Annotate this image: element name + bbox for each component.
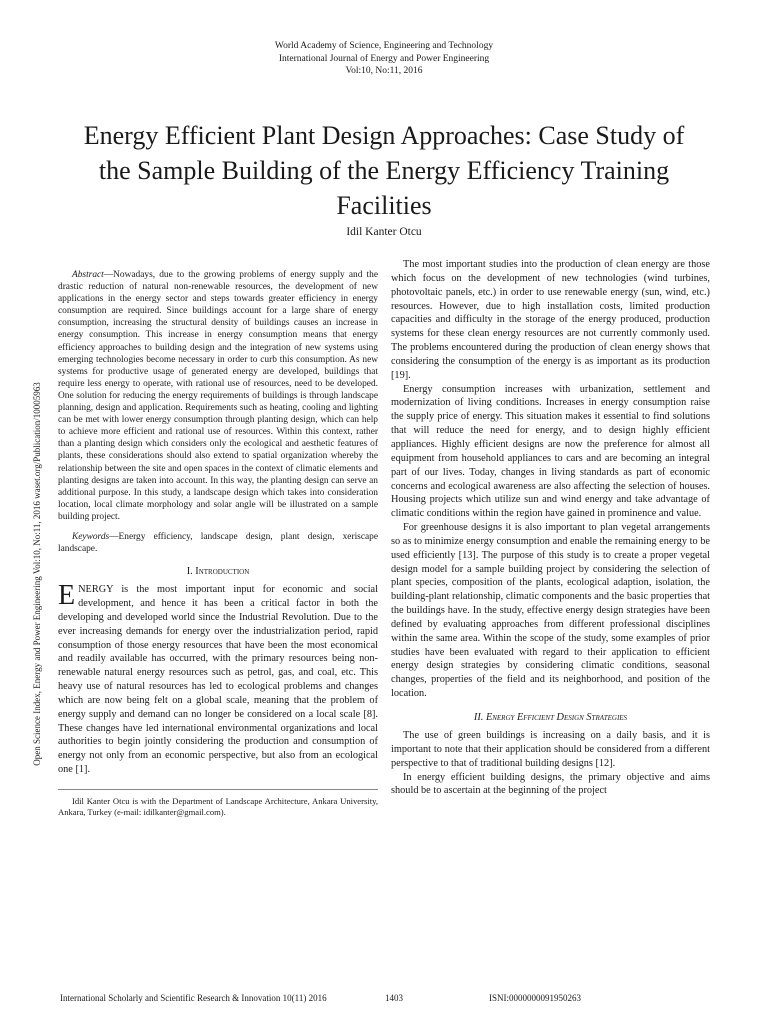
section-2-paragraph-2: In energy efficient building designs, the primary objective and aims should be to ascertain at the beginning of the project [391,771,710,797]
footer-page-number: 1403 [385,993,403,1003]
keywords [58,531,378,555]
section-2-paragraph-1: The use of green buildings is increasing on a daily basis, and it is important to note that their application should be considered from a different perspective to that of traditional building designs [12]. [391,730,710,769]
section-1-title: Introduction [195,566,250,578]
footer-isni: ISNI:0000000091950263 [489,993,581,1003]
journal-header [0,40,768,78]
keywords-label: Keywords [72,531,110,542]
header-line-1: World Academy of Science, Engineering and Technology [274,41,494,51]
abstract-label: Abstract [72,270,104,280]
side-citation-text: Open Science Index, Energy and Power Engineering Vol:10, No:11, 2016 waset.org/Publication/10005963 [32,382,42,766]
intro-text: NERGY is the most important input for economic and social development, and hence it has been a critical factor in both the developing and developed world since the Industrial Revolution. Due to the ever increasing demands for energy over the industrialization period, rapid consumption of those energy resources that have been the most economical and readily available has occurred, with the primary resources being non-renewable natural energy resources such as petrol, gas, and coal, etc. This heavy use of natural resources has led to ecological problems and changes which are now being felt on a global scale, meaning that the problem of energy supply and demand can no longer be considered on a local scale [8]. These changes have led international environmental organizations and local authorities to begin jointly considering the production and consumption of energy not only from an economic perspective, but also from an ecological one [1]. [58,584,378,776]
abstract-dash: — [103,270,114,280]
section-1-number: I. [186,566,193,578]
side-citation [30,364,44,784]
section-2-number: II. [473,712,484,723]
header-line-3: Vol:10, No:11, 2016 [345,66,423,76]
section-2-title: Energy Efficient Design Strategies [485,712,628,723]
keywords-text: Energy efficiency, landscape design, plant design, xeriscape landscape. [58,531,378,555]
header-line-2: International Journal of Energy and Power Engineering [278,53,490,64]
section-2-heading [391,712,710,723]
abstract [58,269,378,523]
footer-journal: International Scholarly and Scientific Research & Innovation 10(11) 2016 [60,993,327,1003]
author-footnote: Idil Kanter Otcu is with the Department of Landscape Architecture, Ankara University, Ankara, Turkey (e-mail: idilkanter@gmail.com). [58,789,378,818]
section-1-heading [58,566,378,577]
keywords-dash: — [109,531,119,542]
right-paragraph-3: For greenhouse designs it is also important to plan vegetal arrangements so as to minimize energy consumption and enable the remaining energy to be used efficiently [13]. The purpose of this study is to create a proper vegetal design model for a sample building project by considering the selection of plant species, composition of the plants, ecological adaption, isolation, the building-plant relationship, climatic components and the basic properties that the buildings have. In the study, effective energy design strategies have been defined by evaluating approaches from different professional disciplines within the same area. Within the scope of the study, some examples of prior studies have been evaluated with regard to their application to efficient energy design strategies by considering climatic conditions, seasonal changes, properties of the field and its neighborhood, and position of the location. [391,522,710,700]
author-name: Idil Kanter Otcu [346,226,422,238]
right-paragraph-2: Energy consumption increases with urbanization, settlement and modernization of living conditions. Increases in energy consumption raise the supply price of energy. This situation makes it essential to find solutions that will reduce the need for energy, and to design highly efficient appliances. Highly efficient designs are now the preference for almost all equipment from household appliances to cars and are becoming an integral part of our lives. Today, changes in living standards as part of economic concerns and ecological awareness are also affecting the selection of houses. Housing projects which utilize sun and wind energy and take advantage of climatic conditions within the region have gained in prominence and value. [391,383,710,520]
right-column [391,258,710,798]
paper-title: Energy Efficient Plant Design Approaches: Case Study of the Sample Building of the Energy Efficiency Training Facilities [83,121,685,220]
left-column [58,269,378,818]
abstract-text: Nowadays, due to the growing problems of energy supply and the drastic reduction of natural non-renewable resources, the development of new applications in the energy sector and steps towards greater efficiency in energy consumption are required. Since buildings account for a large share of energy consumption, increasing the structural density of buildings causes an increase in energy consumption. This increase in energy consumption means that energy efficiency approaches to building design and the integration of new systems using emerging technologies become necessary in order to curb this consumption. As new systems for productive usage of generated energy are developed, buildings that require less energy to operate, with rational use of resources, need to be developed. One solution for reducing the energy requirements of buildings is through landscape planning, design and application. Requirements such as heating, cooling and lighting can be met with lower energy consumption through planting design, which can help to achieve more efficient and rational use of resources. Within this context, rather than a planting design which considers only the ecological and aesthetic features of plants, these considerations should also extend to spatial organization whereby the relationship between the site and open spaces in the context of climatic elements and planting designs are taken into account. In this way, the planting design can serve an additional purpose. In this study, a landscape design which takes into consideration location, local climate morphology and solar angle will be illustrated on a sample building project. [58,270,378,522]
intro-body [58,580,378,777]
right-paragraph-1: The most important studies into the production of clean energy are those which focus on the development of new technologies (wind turbines, photovoltaic panels, etc.) in order to use renewable energy (sun, wind, etc.) resources. However, due to high installation costs, limited production capacities and difficulty in the storage of the energy produced, production systems for these clean energy resources are not currently commonly used. The problems encountered during the production of clean energy shows that considering the consumption of the energy is as important as its production [19]. [391,259,710,381]
drop-cap: E [58,580,76,612]
